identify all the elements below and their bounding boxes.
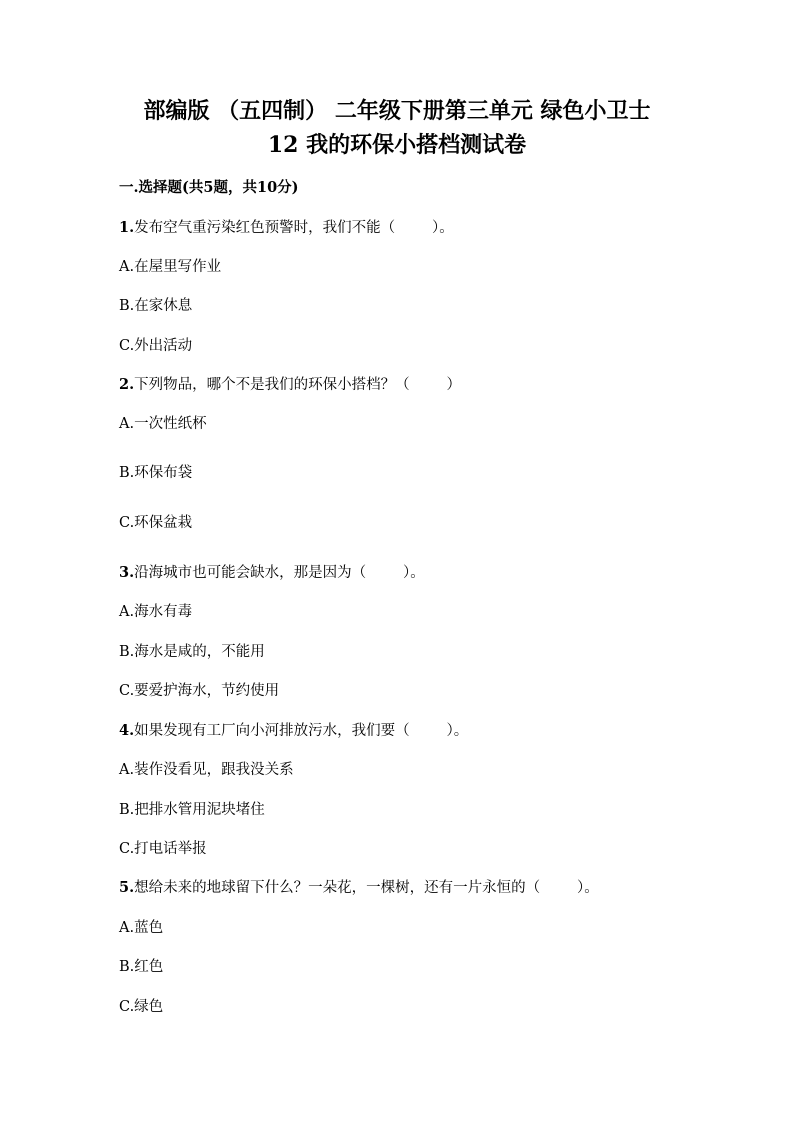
- option-4c: C.打电话举报: [119, 841, 207, 857]
- question-3: [119, 563, 425, 583]
- question-1: [119, 218, 454, 238]
- option-3a: A.海水有毒: [119, 604, 193, 620]
- question-text: 下列物品，哪个不是我们的环保小搭档？（ ）: [134, 377, 462, 393]
- option-1b: B.在家休息: [119, 298, 193, 314]
- question-number: 5.: [119, 879, 135, 896]
- option-1c: C.外出活动: [119, 338, 193, 354]
- question-4: [119, 721, 468, 741]
- question-text: 发布空气重污染红色预警时，我们不能（ ）。: [134, 220, 454, 236]
- question-5: [119, 878, 599, 898]
- option-5b: B.红色: [119, 959, 164, 975]
- question-number: 2.: [119, 376, 135, 393]
- option-2a: A.一次性纸杯: [119, 416, 207, 432]
- option-4b: B.把排水管用泥块堵住: [119, 802, 265, 818]
- option-3c: C.要爱护海水，节约使用: [119, 683, 280, 699]
- option-5a: A.蓝色: [119, 920, 164, 936]
- option-2c: C.环保盆栽: [119, 515, 193, 531]
- question-text: 沿海城市也可能会缺水，那是因为（ ）。: [134, 565, 425, 581]
- question-text: 想给未来的地球留下什么？一朵花，一棵树，还有一片永恒的（ ）。: [134, 880, 599, 896]
- document-title: 部编版 （五四制） 二年级下册第三单元 绿色小卫士: [143, 98, 651, 124]
- option-3b: B.海水是咸的，不能用: [119, 644, 265, 660]
- option-5c: C.绿色: [119, 999, 164, 1015]
- question-number: 1.: [119, 219, 135, 236]
- question-number: 4.: [119, 722, 135, 739]
- option-2b: B.环保布袋: [119, 465, 193, 481]
- document-subtitle: 12 我的环保小搭档测试卷: [267, 132, 527, 158]
- option-1a: A.在屋里写作业: [119, 259, 222, 275]
- question-number: 3.: [119, 564, 135, 581]
- question-2: [119, 375, 461, 395]
- question-text: 如果发现有工厂向小河排放污水，我们要（ ）。: [134, 723, 469, 739]
- section-heading: 一.选择题(共5题，共10分): [119, 179, 299, 196]
- option-4a: A.装作没看见，跟我没关系: [119, 762, 294, 778]
